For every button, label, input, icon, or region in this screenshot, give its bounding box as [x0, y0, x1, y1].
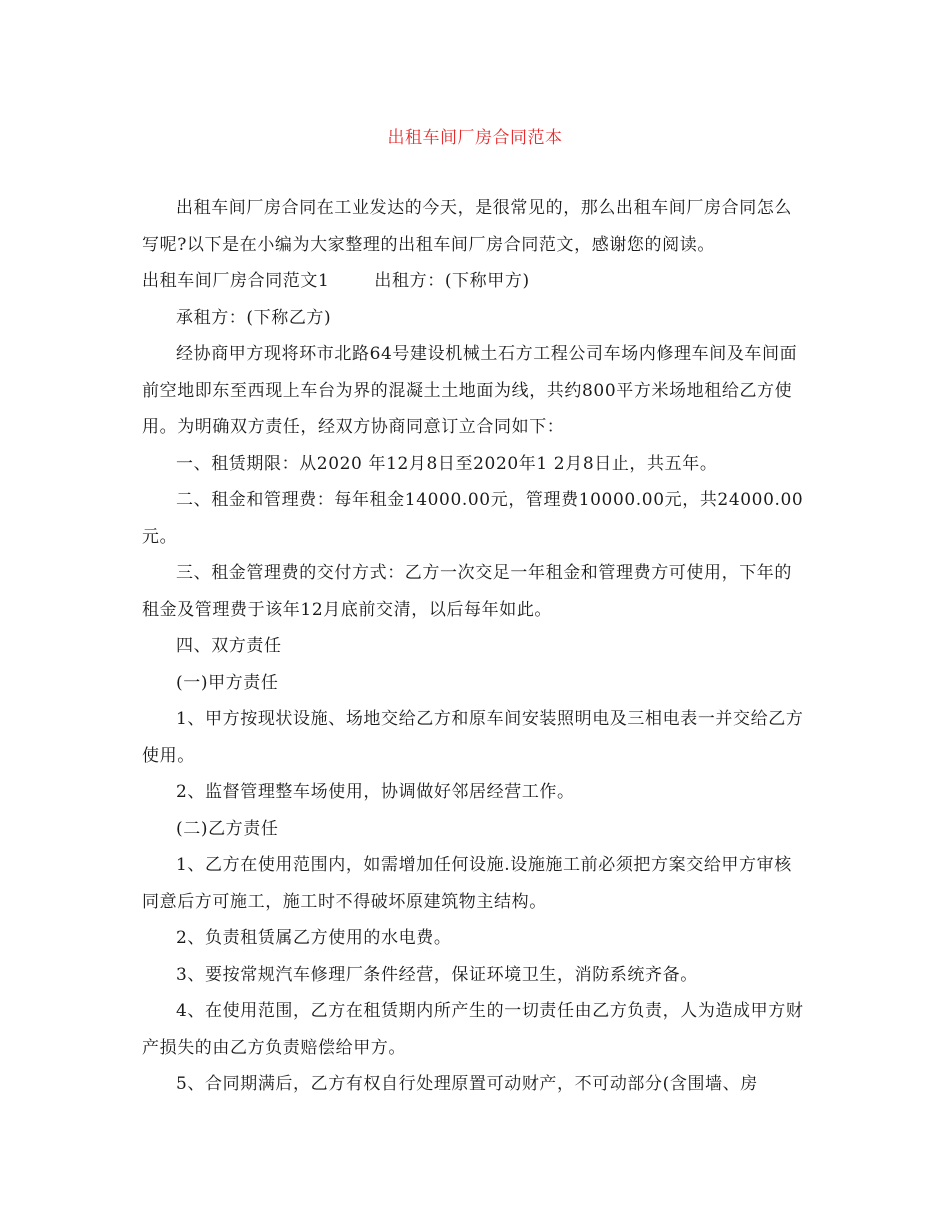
- party-a-heading: (一)甲方责任: [176, 672, 279, 693]
- party-b-item-4: 4、在使用范围，乙方在租赁期内所产生的一切责任由乙方负责，人为造成甲方财产损失的由乙方负责赔偿给甲方。: [142, 1001, 804, 1058]
- term-clause: 一、租赁期限：从2020 年12月8日至2020年1 2月8日止，共五年。: [176, 453, 718, 474]
- intro-paragraph: 出租车间厂房合同在工业发达的今天，是很常见的，那么出租车间厂房合同怎么写呢?以下是在小编为大家整理的出租车间厂房合同范文，感谢您的阅读。: [142, 198, 792, 255]
- lessor-line: 出租方：(下称甲方): [374, 271, 530, 291]
- party-b-item-3: 3、要按常规汽车修理厂条件经营，保证环境卫生，消防系统齐备。: [176, 964, 698, 985]
- party-a-item-1: 1、甲方按现状设施、场地交给乙方和原车间安装照明电及三相电表一并交给乙方使用。: [142, 709, 804, 766]
- sample-heading-line: [142, 263, 807, 300]
- party-b-heading: (二)乙方责任: [176, 818, 279, 839]
- duties-heading: 四、双方责任: [176, 636, 282, 656]
- party-a-item-2: 2、监督管理整车场使用，协调做好邻居经营工作。: [176, 782, 575, 802]
- preamble-paragraph: 经协商甲方现将环市北路64号建设机械土石方工程公司车场内修理车间及车间面前空地即东至西现上车台为界的混凝土土地面为线，共约800平方米场地租给乙方使用。为明确双方责任，经双方协商同意订立合同如下：: [142, 344, 798, 437]
- document-body: [142, 190, 807, 1103]
- payment-clause: 三、租金管理费的交付方式：乙方一次交足一年租金和管理费方可使用，下年的租金及管理费于该年12月底前交清，以后每年如此。: [142, 563, 792, 620]
- sample-heading: 出租车间厂房合同范文1: [142, 271, 330, 291]
- party-b-item-1: 1、乙方在使用范围内，如需增加任何设施.设施施工前必须把方案交给甲方审核同意后方可施工，施工时不得破坏原建筑物主结构。: [142, 855, 792, 912]
- party-b-item-5: 5、合同期满后，乙方有权自行处理原置可动财产，不可动部分(含围墙、房: [176, 1074, 758, 1094]
- lessee-line: 承租方：(下称乙方): [176, 307, 332, 328]
- document-title: 出租车间厂房合同范本: [387, 128, 563, 148]
- party-b-item-2: 2、负责租赁属乙方使用的水电费。: [176, 928, 452, 948]
- rent-clause: 二、租金和管理费：每年租金14000.00元，管理费10000.00元，共24000.00元。: [142, 490, 804, 547]
